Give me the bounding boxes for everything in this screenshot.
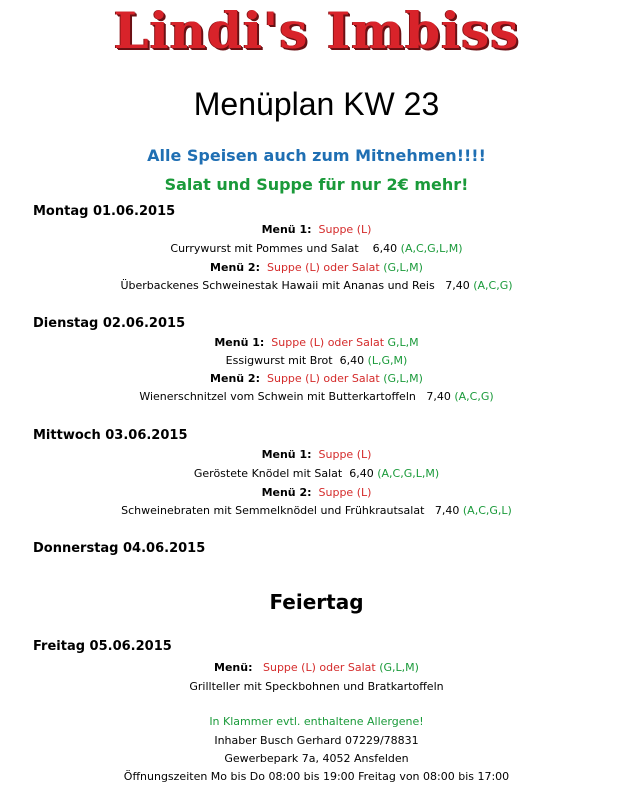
menu-header	[0, 337, 633, 348]
dish-price: 7,40	[426, 390, 451, 403]
menu-header	[0, 373, 633, 384]
menu-label: Menü:	[214, 661, 253, 674]
soup-allergens: (L)	[305, 261, 320, 274]
salad-allergens: (G,L,M)	[379, 661, 419, 674]
dish-line	[0, 505, 633, 516]
dish-allergens: (A,C,G,L,M)	[400, 242, 463, 255]
dish-price: 6,40	[372, 242, 398, 255]
soup-label: Suppe	[266, 372, 302, 385]
dish-line	[0, 280, 633, 291]
dish-allergens: (A,C,G)	[473, 279, 513, 292]
soup-allergens: (L)	[305, 372, 320, 385]
soup-allergens: (L)	[356, 448, 372, 461]
menu-label: Menü 2:	[210, 261, 260, 274]
menu-header	[0, 662, 633, 673]
dish-name: Geröstete Knödel mit Salat	[193, 467, 343, 480]
soup-allergens: (L)	[301, 661, 316, 674]
menu-header	[0, 487, 633, 498]
salad-option: oder Salat	[323, 261, 380, 274]
soup-label: Suppe	[266, 261, 302, 274]
offer-note: Salat und Suppe für nur 2€ mehr!	[164, 175, 469, 194]
menu-label: Menü 1:	[261, 448, 312, 461]
soup-allergens: (L)	[309, 336, 325, 349]
day-heading-thursday: Donnerstag 04.06.2015	[33, 541, 206, 556]
opening-hours: Öffnungszeiten Mo bis Do 08:00 bis 19:00 Freitag von 08:00 bis 17:00	[123, 770, 510, 783]
dish-allergens: (L,G,M)	[367, 354, 408, 367]
dish-price: 7,40	[434, 504, 460, 517]
soup-label: Suppe	[271, 336, 306, 349]
menu-label: Menü 1:	[261, 223, 312, 236]
dish-allergens: (A,C,G,L,M)	[377, 467, 440, 480]
menu-header	[0, 224, 633, 235]
salad-option: oder Salat	[323, 372, 380, 385]
logo: Lindi's Imbiss	[113, 1, 520, 60]
soup-allergens: (L)	[356, 223, 372, 236]
dish-price: 7,40	[445, 279, 470, 292]
dish-allergens: (A,C,G,L)	[462, 504, 512, 517]
address: Gewerbepark 7a, 4052 Ansfelden	[224, 752, 409, 765]
page-title: Menüplan KW 23	[193, 86, 440, 122]
salad-option: oder Salat	[319, 661, 376, 674]
day-heading-wednesday: Mittwoch 03.06.2015	[33, 428, 188, 443]
salad-allergens: (G,L,M)	[383, 372, 423, 385]
dish-name: Wienerschnitzel vom Schwein mit Butterkartoffeln	[139, 390, 416, 403]
dish-price: 6,40	[339, 354, 365, 367]
dish-line	[0, 468, 633, 479]
soup-label: Suppe	[318, 486, 354, 499]
holiday-label: Feiertag	[269, 590, 364, 614]
dish-name: Currywurst mit Pommes und Salat	[170, 242, 359, 255]
day-heading-friday: Freitag 05.06.2015	[33, 639, 172, 654]
soup-allergens: (L)	[356, 486, 372, 499]
dish-allergens: (A,C,G)	[454, 390, 494, 403]
dish-name: Schweinebraten mit Semmelknödel und Frühkrautsalat	[121, 504, 425, 517]
dish-price: 6,40	[349, 467, 374, 480]
salad-allergens: G,L,M	[387, 336, 419, 349]
soup-label: Suppe	[318, 223, 354, 236]
salad-allergens: (G,L,M)	[383, 261, 423, 274]
dish-name: Überbackenes Schweinestak Hawaii mit Ananas und Reis	[120, 279, 435, 292]
dish-line	[0, 391, 633, 402]
menu-label: Menü 2:	[261, 486, 312, 499]
dish-line	[0, 355, 633, 366]
menu-label: Menü 2:	[210, 372, 260, 385]
dish-line	[0, 681, 633, 692]
dish-name: Grillteller mit Speckbohnen und Bratkartoffeln	[189, 680, 444, 693]
day-heading-monday: Montag 01.06.2015	[33, 204, 176, 219]
menu-header	[0, 262, 633, 273]
dish-line	[0, 243, 633, 254]
soup-label: Suppe	[262, 661, 298, 674]
salad-option: oder Salat	[327, 336, 385, 349]
allergen-note: In Klammer evtl. enthaltene Allergene!	[209, 715, 424, 728]
dish-name: Essigwurst mit Brot	[225, 354, 333, 367]
owner-contact: Inhaber Busch Gerhard 07229/78831	[214, 734, 419, 747]
takeaway-note: Alle Speisen auch zum Mitnehmen!!!!	[147, 146, 486, 165]
day-heading-tuesday: Dienstag 02.06.2015	[33, 316, 186, 331]
menu-header	[0, 449, 633, 460]
menu-label: Menü 1:	[214, 336, 265, 349]
soup-label: Suppe	[318, 448, 354, 461]
